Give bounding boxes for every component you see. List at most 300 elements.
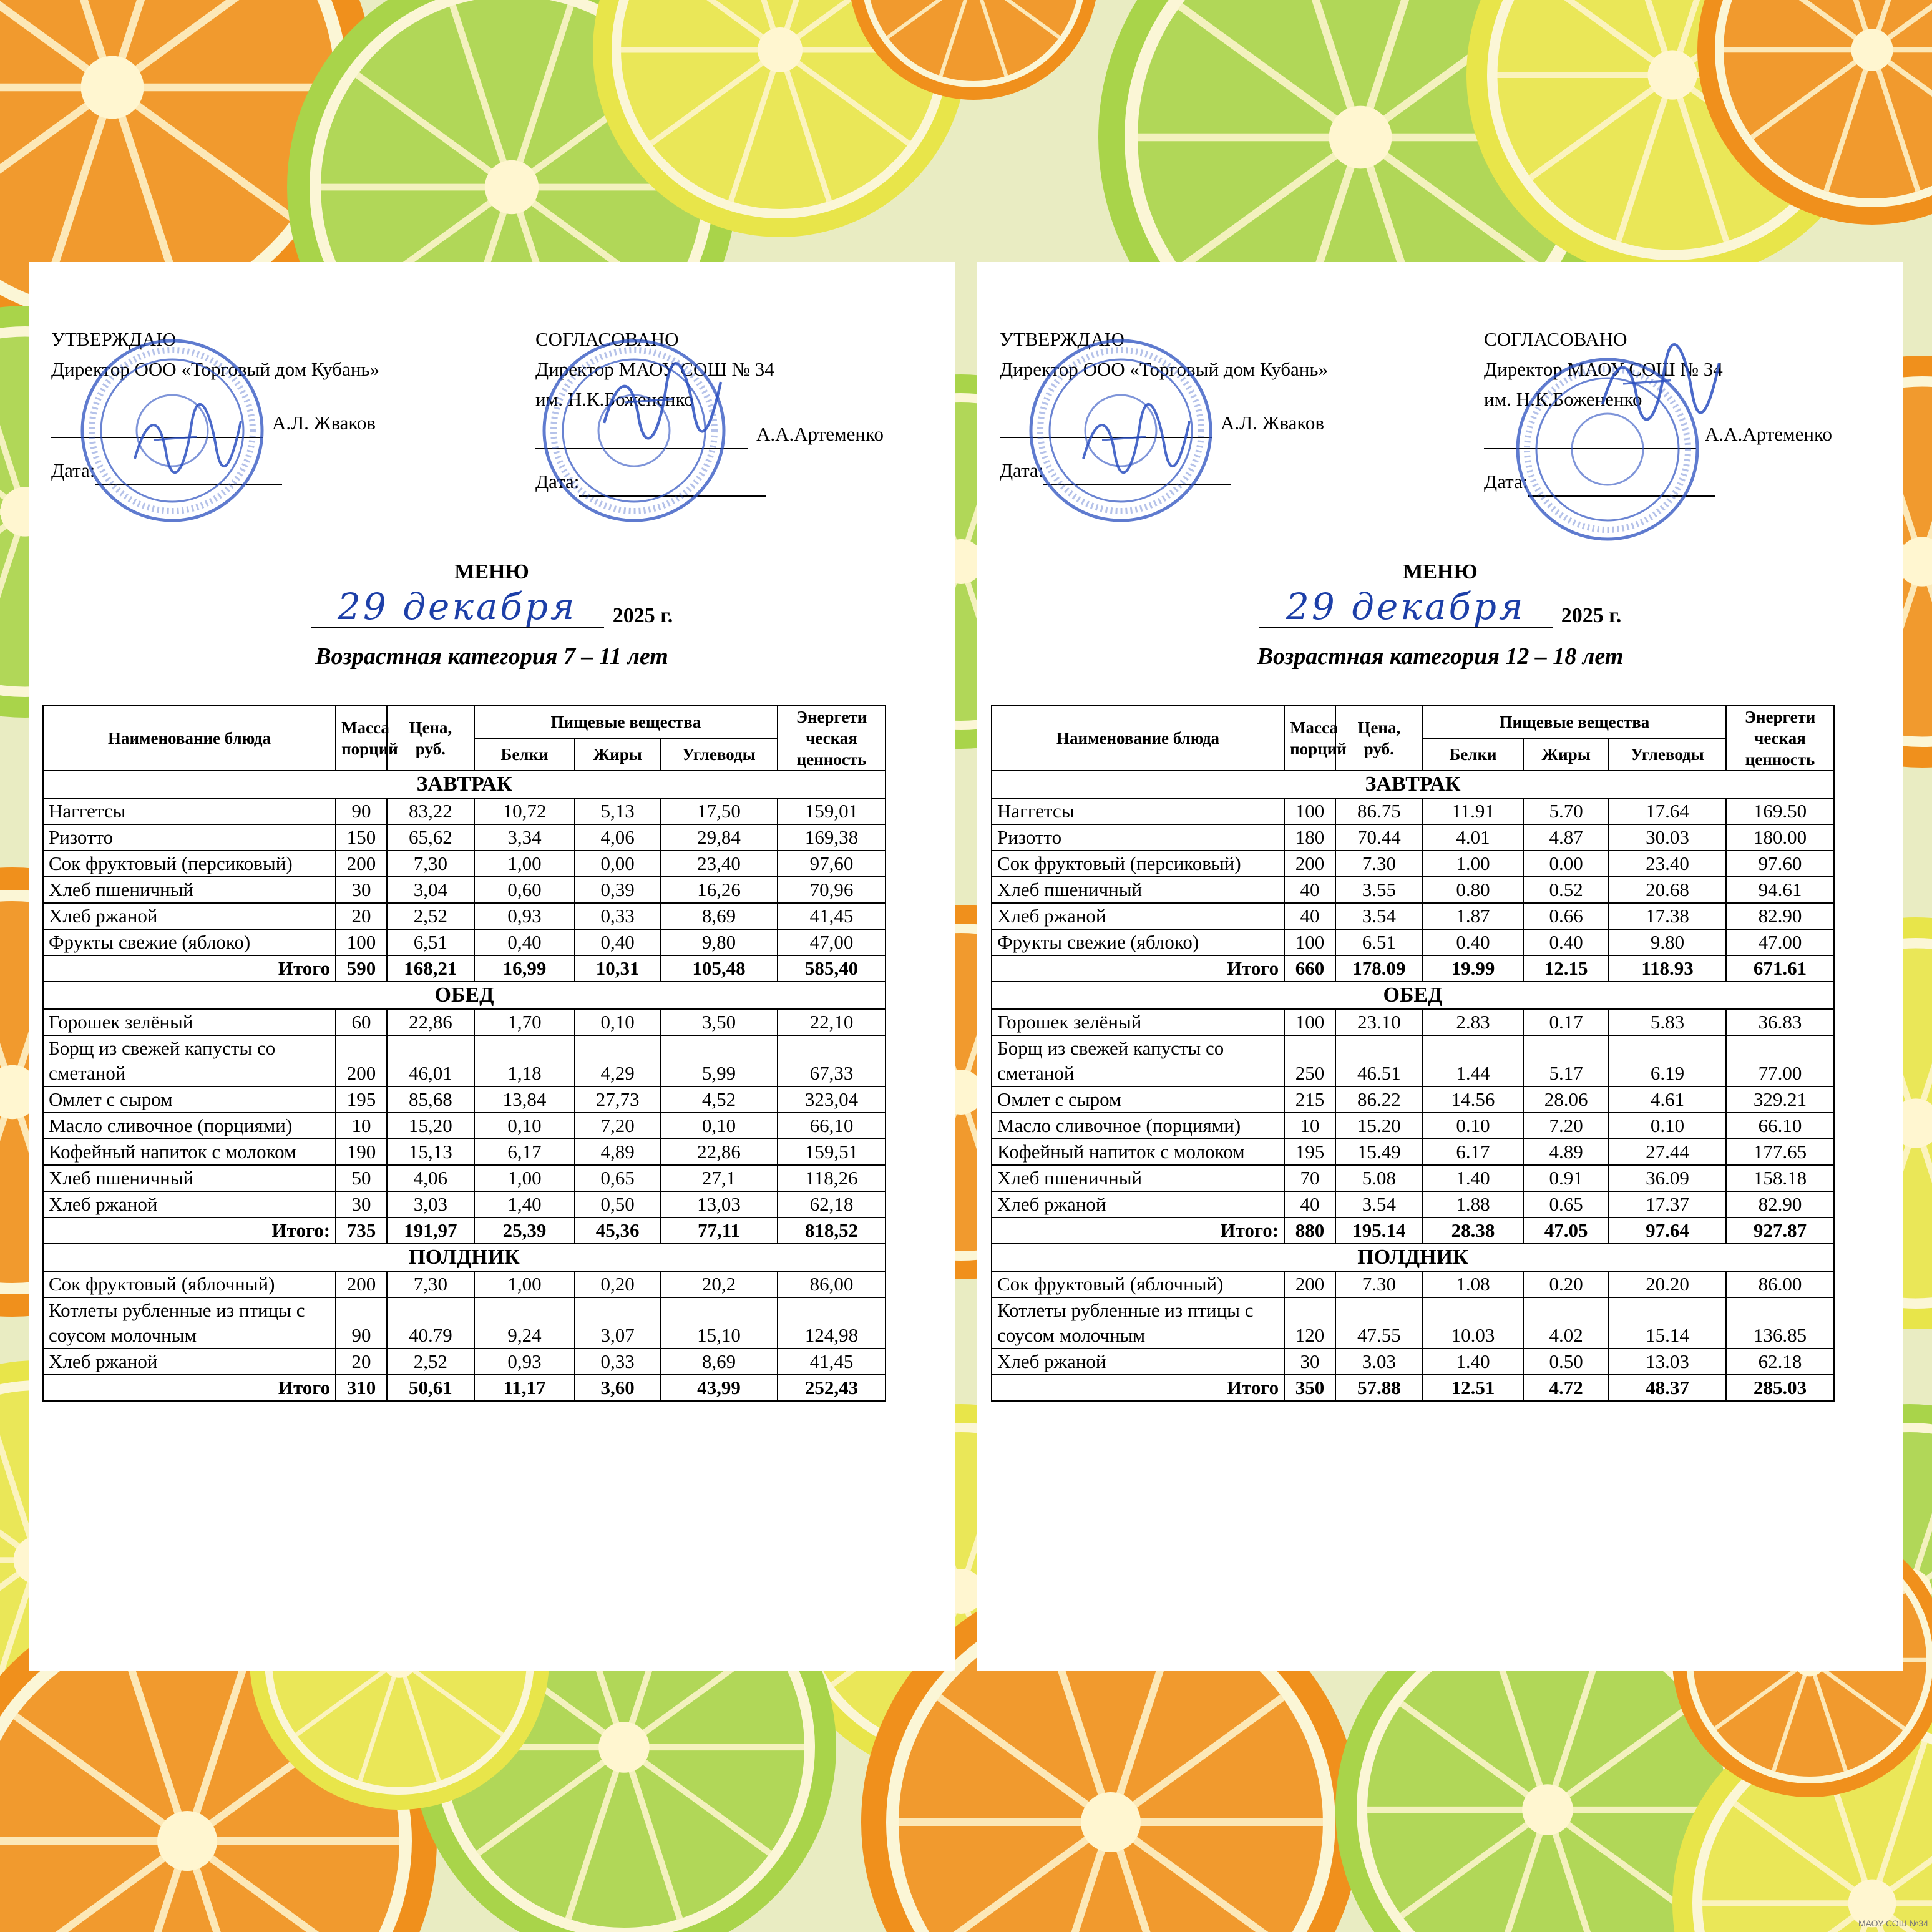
header-carbs: Углеводы [1609, 738, 1726, 771]
watermark: МАОУ СОШ №34 [1858, 1918, 1928, 1928]
energy-cell: 66,10 [778, 1113, 886, 1139]
date-label: Дата: [51, 459, 95, 481]
protein-cell: 1,70 [474, 1009, 575, 1035]
fat-cell: 0.20 [1523, 1271, 1609, 1297]
total-value: 50,61 [387, 1375, 474, 1401]
carb-cell: 5,99 [660, 1035, 778, 1086]
total-value: 10,31 [575, 955, 660, 982]
section-title: ПОЛДНИК [992, 1244, 1834, 1271]
table-row [43, 824, 886, 851]
energy-cell: 136.85 [1726, 1297, 1834, 1349]
dish-name: Котлеты рубленные из птицы с соусом молочным [43, 1297, 336, 1349]
approver-name: А.Л. Жваков [272, 412, 376, 434]
fat-cell: 0,20 [575, 1271, 660, 1297]
energy-cell: 22,10 [778, 1009, 886, 1035]
mass-cell: 200 [336, 1271, 387, 1297]
mass-cell: 190 [336, 1139, 387, 1165]
protein-cell: 1,18 [474, 1035, 575, 1086]
total-row [992, 955, 1834, 982]
dish-name: Омлет с сыром [992, 1086, 1284, 1113]
total-value: 25,39 [474, 1217, 575, 1244]
header-name: Наименование блюда [43, 706, 336, 771]
fat-cell: 27,73 [575, 1086, 660, 1113]
fat-cell: 4,89 [575, 1139, 660, 1165]
mass-cell: 30 [336, 877, 387, 903]
total-label: Итого [992, 1375, 1284, 1401]
total-value: 77,11 [660, 1217, 778, 1244]
total-value: 178.09 [1335, 955, 1423, 982]
mass-cell: 40 [1284, 1191, 1335, 1217]
carb-cell: 0,10 [660, 1113, 778, 1139]
dish-name: Хлеб ржаной [43, 1349, 336, 1375]
energy-cell: 159,01 [778, 798, 886, 824]
carb-cell: 9.80 [1609, 929, 1726, 955]
carb-cell: 5.83 [1609, 1009, 1726, 1035]
energy-cell: 169,38 [778, 824, 886, 851]
protein-cell: 13,84 [474, 1086, 575, 1113]
table-row [43, 903, 886, 929]
energy-cell: 124,98 [778, 1297, 886, 1349]
handwritten-date: 29 декабря [311, 587, 604, 628]
price-cell: 6,51 [387, 929, 474, 955]
energy-cell: 41,45 [778, 903, 886, 929]
header-fats: Жиры [1523, 738, 1609, 771]
fat-cell: 4.87 [1523, 824, 1609, 851]
header-energy: Энергети ческая ценность [1726, 706, 1834, 771]
mass-cell: 10 [1284, 1113, 1335, 1139]
carb-cell: 8,69 [660, 903, 778, 929]
menu-date [29, 587, 955, 628]
table-row [992, 1165, 1834, 1191]
energy-cell: 62,18 [778, 1191, 886, 1217]
mass-cell: 90 [336, 1297, 387, 1349]
header-name: Наименование блюда [992, 706, 1284, 771]
table-row [992, 929, 1834, 955]
energy-cell: 159,51 [778, 1139, 886, 1165]
carb-cell: 17.64 [1609, 798, 1726, 824]
protein-cell: 11.91 [1423, 798, 1523, 824]
protein-cell: 1.88 [1423, 1191, 1523, 1217]
table-row [43, 929, 886, 955]
energy-cell: 158.18 [1726, 1165, 1834, 1191]
price-cell: 4,06 [387, 1165, 474, 1191]
price-cell: 5.08 [1335, 1165, 1423, 1191]
dish-name: Котлеты рубленные из птицы с соусом молочным [992, 1297, 1284, 1349]
dish-name: Наггетсы [992, 798, 1284, 824]
carb-cell: 17.38 [1609, 903, 1726, 929]
total-value: 285.03 [1726, 1375, 1834, 1401]
protein-cell: 0,93 [474, 1349, 575, 1375]
dish-name: Кофейный напиток с молоком [992, 1139, 1284, 1165]
menu-table [42, 705, 886, 1402]
signature-icon [590, 356, 728, 449]
protein-cell: 2.83 [1423, 1009, 1523, 1035]
section-header-row [43, 1244, 886, 1271]
energy-cell: 97,60 [778, 851, 886, 877]
table-row [43, 798, 886, 824]
energy-cell: 177.65 [1726, 1139, 1834, 1165]
header-nutrients: Пищевые вещества [474, 706, 778, 738]
header-energy: Энергети ческая ценность [778, 706, 886, 771]
mass-cell: 30 [336, 1191, 387, 1217]
total-value: 57.88 [1335, 1375, 1423, 1401]
total-value: 927.87 [1726, 1217, 1834, 1244]
mass-cell: 200 [1284, 1271, 1335, 1297]
handwritten-date: 29 декабря [1259, 587, 1553, 628]
price-cell: 86.75 [1335, 798, 1423, 824]
fat-cell: 5.17 [1523, 1035, 1609, 1086]
protein-cell: 0,40 [474, 929, 575, 955]
date-label: Дата: [1000, 459, 1044, 481]
mass-cell: 100 [1284, 798, 1335, 824]
table-row [992, 1139, 1834, 1165]
total-value: 671.61 [1726, 955, 1834, 982]
section-header-row [992, 771, 1834, 798]
dish-name: Масло сливочное (порциями) [43, 1113, 336, 1139]
price-cell: 2,52 [387, 1349, 474, 1375]
fat-cell: 0.00 [1523, 851, 1609, 877]
carb-cell: 4.61 [1609, 1086, 1726, 1113]
carb-cell: 16,26 [660, 877, 778, 903]
mass-cell: 100 [336, 929, 387, 955]
energy-cell: 41,45 [778, 1349, 886, 1375]
signature-icon [122, 393, 247, 487]
total-value: 48.37 [1609, 1375, 1726, 1401]
menu-title: МЕНЮ [454, 560, 529, 583]
dish-name: Хлеб ржаной [992, 903, 1284, 929]
fat-cell: 28.06 [1523, 1086, 1609, 1113]
fat-cell: 5.70 [1523, 798, 1609, 824]
mass-cell: 60 [336, 1009, 387, 1035]
menu-year: 2025 г. [612, 604, 673, 627]
price-cell: 23.10 [1335, 1009, 1423, 1035]
table-row [43, 1035, 886, 1086]
protein-cell: 10.03 [1423, 1297, 1523, 1349]
signature-icon [1589, 337, 1726, 431]
mass-cell: 100 [1284, 1009, 1335, 1035]
approve-position: Директор ООО «Торговый дом Кубань» [1000, 358, 1329, 380]
menu-date [977, 587, 1903, 628]
total-value: 3,60 [575, 1375, 660, 1401]
protein-cell: 1.40 [1423, 1165, 1523, 1191]
dish-name: Хлеб ржаной [43, 1191, 336, 1217]
section-title: ЗАВТРАК [992, 771, 1834, 798]
price-cell: 86.22 [1335, 1086, 1423, 1113]
protein-cell: 3,34 [474, 824, 575, 851]
header-mass: Масса порций [1284, 706, 1335, 771]
protein-cell: 1.44 [1423, 1035, 1523, 1086]
total-value: 590 [336, 955, 387, 982]
dish-name: Хлеб пшеничный [43, 1165, 336, 1191]
total-value: 191,97 [387, 1217, 474, 1244]
section-title: ПОЛДНИК [43, 1244, 886, 1271]
total-value: 310 [336, 1375, 387, 1401]
table-row [43, 1349, 886, 1375]
fat-cell: 0,65 [575, 1165, 660, 1191]
table-row [992, 1349, 1834, 1375]
price-cell: 22,86 [387, 1009, 474, 1035]
menu-sheet-junior [29, 262, 955, 1671]
energy-cell: 70,96 [778, 877, 886, 903]
mass-cell: 100 [1284, 929, 1335, 955]
carb-cell: 0.10 [1609, 1113, 1726, 1139]
carb-cell: 9,80 [660, 929, 778, 955]
fat-cell: 0.17 [1523, 1009, 1609, 1035]
header-fats: Жиры [575, 738, 660, 771]
price-cell: 3.03 [1335, 1349, 1423, 1375]
mass-cell: 180 [1284, 824, 1335, 851]
mass-cell: 195 [1284, 1139, 1335, 1165]
mass-cell: 30 [1284, 1349, 1335, 1375]
price-cell: 3.54 [1335, 1191, 1423, 1217]
price-cell: 3,03 [387, 1191, 474, 1217]
mass-cell: 40 [1284, 877, 1335, 903]
dish-name: Горошек зелёный [992, 1009, 1284, 1035]
section-header-row [43, 982, 886, 1009]
total-value: 118.93 [1609, 955, 1726, 982]
dish-name: Наггетсы [43, 798, 336, 824]
mass-cell: 10 [336, 1113, 387, 1139]
director-signature [122, 393, 247, 490]
price-cell: 47.55 [1335, 1297, 1423, 1349]
total-value: 19.99 [1423, 955, 1523, 982]
dish-name: Фрукты свежие (яблоко) [992, 929, 1284, 955]
carb-cell: 13,03 [660, 1191, 778, 1217]
carb-cell: 23.40 [1609, 851, 1726, 877]
table-row [43, 1165, 886, 1191]
table-row [992, 824, 1834, 851]
fat-cell: 0,39 [575, 877, 660, 903]
mass-cell: 250 [1284, 1035, 1335, 1086]
carb-cell: 27,1 [660, 1165, 778, 1191]
table-row [43, 1271, 886, 1297]
table-row [992, 798, 1834, 824]
total-value: 660 [1284, 955, 1335, 982]
price-cell: 65,62 [387, 824, 474, 851]
energy-cell: 97.60 [1726, 851, 1834, 877]
dish-name: Хлеб ржаной [43, 903, 336, 929]
age-category: Возрастная категория 12 – 18 лет [1257, 643, 1624, 670]
protein-cell: 4.01 [1423, 824, 1523, 851]
price-cell: 6.51 [1335, 929, 1423, 955]
price-cell: 15.49 [1335, 1139, 1423, 1165]
price-cell: 15.20 [1335, 1113, 1423, 1139]
carb-cell: 29,84 [660, 824, 778, 851]
total-value: 97.64 [1609, 1217, 1726, 1244]
carb-cell: 17,50 [660, 798, 778, 824]
carb-cell: 8,69 [660, 1349, 778, 1375]
price-cell: 3.55 [1335, 877, 1423, 903]
dish-name: Хлеб ржаной [992, 1349, 1284, 1375]
menu-body [43, 771, 886, 1401]
mass-cell: 90 [336, 798, 387, 824]
total-label: Итого [43, 1375, 336, 1401]
price-cell: 15,13 [387, 1139, 474, 1165]
total-value: 45,36 [575, 1217, 660, 1244]
mass-cell: 20 [336, 903, 387, 929]
carb-cell: 30.03 [1609, 824, 1726, 851]
carb-cell: 6.19 [1609, 1035, 1726, 1086]
fat-cell: 0.91 [1523, 1165, 1609, 1191]
total-value: 47.05 [1523, 1217, 1609, 1244]
table-row [992, 1191, 1834, 1217]
fat-cell: 0,33 [575, 903, 660, 929]
protein-cell: 1,40 [474, 1191, 575, 1217]
total-value: 735 [336, 1217, 387, 1244]
energy-cell: 82.90 [1726, 903, 1834, 929]
mass-cell: 20 [336, 1349, 387, 1375]
price-cell: 46.51 [1335, 1035, 1423, 1086]
energy-cell: 47.00 [1726, 929, 1834, 955]
protein-cell: 9,24 [474, 1297, 575, 1349]
total-value: 252,43 [778, 1375, 886, 1401]
protein-cell: 0,93 [474, 903, 575, 929]
dish-name: Сок фруктовый (яблочный) [43, 1271, 336, 1297]
fat-cell: 3,07 [575, 1297, 660, 1349]
total-row [43, 955, 886, 982]
section-header-row [43, 771, 886, 798]
total-row [992, 1217, 1834, 1244]
energy-cell: 329.21 [1726, 1086, 1834, 1113]
header-price: Цена, руб. [387, 706, 474, 771]
dish-name: Борщ из свежей капусты со сметаной [43, 1035, 336, 1086]
total-value: 195.14 [1335, 1217, 1423, 1244]
carb-cell: 23,40 [660, 851, 778, 877]
table-row [43, 851, 886, 877]
total-label: Итого [43, 955, 336, 982]
fat-cell: 4.89 [1523, 1139, 1609, 1165]
table-row [992, 1086, 1834, 1113]
fat-cell: 0.52 [1523, 877, 1609, 903]
carb-cell: 15.14 [1609, 1297, 1726, 1349]
dish-name: Ризотто [43, 824, 336, 851]
protein-cell: 0,60 [474, 877, 575, 903]
price-cell: 2,52 [387, 903, 474, 929]
dish-name: Сок фруктовый (персиковый) [992, 851, 1284, 877]
section-header-row [992, 1244, 1834, 1271]
dish-name: Горошек зелёный [43, 1009, 336, 1035]
price-cell: 85,68 [387, 1086, 474, 1113]
menu-year: 2025 г. [1561, 604, 1622, 627]
mass-cell: 200 [336, 851, 387, 877]
menu-sheet-senior [977, 262, 1903, 1671]
header-mass: Масса порций [336, 706, 387, 771]
section-title: ОБЕД [992, 982, 1834, 1009]
price-cell: 7,30 [387, 1271, 474, 1297]
protein-cell: 1,00 [474, 851, 575, 877]
total-value: 12.51 [1423, 1375, 1523, 1401]
dish-name: Омлет с сыром [43, 1086, 336, 1113]
dish-name: Ризотто [992, 824, 1284, 851]
protein-cell: 1.08 [1423, 1271, 1523, 1297]
approve-title: УТВЕРЖДАЮ [51, 328, 176, 350]
table-row [43, 877, 886, 903]
fat-cell: 4,06 [575, 824, 660, 851]
total-label: Итого [992, 955, 1284, 982]
total-label: Итого: [992, 1217, 1284, 1244]
fat-cell: 0,00 [575, 851, 660, 877]
total-label: Итого: [43, 1217, 336, 1244]
carb-cell: 27.44 [1609, 1139, 1726, 1165]
menu-table [991, 705, 1835, 1402]
carb-cell: 22,86 [660, 1139, 778, 1165]
total-value: 350 [1284, 1375, 1335, 1401]
carb-cell: 15,10 [660, 1297, 778, 1349]
price-cell: 3.54 [1335, 903, 1423, 929]
protein-cell: 1,00 [474, 1165, 575, 1191]
price-cell: 83,22 [387, 798, 474, 824]
total-row [992, 1375, 1834, 1401]
mass-cell: 40 [1284, 903, 1335, 929]
total-value: 880 [1284, 1217, 1335, 1244]
energy-cell: 82.90 [1726, 1191, 1834, 1217]
price-cell: 7,30 [387, 851, 474, 877]
protein-cell: 0.80 [1423, 877, 1523, 903]
total-value: 168,21 [387, 955, 474, 982]
energy-cell: 67,33 [778, 1035, 886, 1086]
dish-name: Хлеб ржаной [992, 1191, 1284, 1217]
price-cell: 40.79 [387, 1297, 474, 1349]
price-cell: 46,01 [387, 1035, 474, 1086]
table-row [992, 903, 1834, 929]
mass-cell: 120 [1284, 1297, 1335, 1349]
total-value: 105,48 [660, 955, 778, 982]
dish-name: Масло сливочное (порциями) [992, 1113, 1284, 1139]
fat-cell: 0,33 [575, 1349, 660, 1375]
protein-cell: 10,72 [474, 798, 575, 824]
school-director-signature [590, 356, 728, 452]
approve-title: УТВЕРЖДАЮ [1000, 328, 1125, 350]
energy-cell: 77.00 [1726, 1035, 1834, 1086]
agree-title: СОГЛАСОВАНО [1484, 328, 1627, 350]
protein-cell: 0,10 [474, 1113, 575, 1139]
energy-cell: 180.00 [1726, 824, 1834, 851]
fat-cell: 0,10 [575, 1009, 660, 1035]
menu-body [992, 771, 1834, 1401]
fat-cell: 0.40 [1523, 929, 1609, 955]
fat-cell: 7.20 [1523, 1113, 1609, 1139]
dish-name: Хлеб пшеничный [43, 877, 336, 903]
date-label: Дата: [1484, 471, 1528, 492]
table-row [43, 1297, 886, 1349]
signature-icon [1071, 393, 1196, 487]
total-value: 4.72 [1523, 1375, 1609, 1401]
agree-title: СОГЛАСОВАНО [535, 328, 679, 350]
mass-cell: 195 [336, 1086, 387, 1113]
school-director-signature [1589, 337, 1726, 434]
carb-cell: 20.68 [1609, 877, 1726, 903]
protein-cell: 0.40 [1423, 929, 1523, 955]
section-header-row [992, 982, 1834, 1009]
mass-cell: 200 [336, 1035, 387, 1086]
total-row [43, 1217, 886, 1244]
agree-subtitle: им. Н.К.Божененко [1484, 388, 1642, 410]
table-row [992, 851, 1834, 877]
price-cell: 15,20 [387, 1113, 474, 1139]
protein-cell: 14.56 [1423, 1086, 1523, 1113]
approver-name: А.Л. Жваков [1221, 412, 1325, 434]
header-carbs: Углеводы [660, 738, 778, 771]
price-cell: 7.30 [1335, 851, 1423, 877]
energy-cell: 86.00 [1726, 1271, 1834, 1297]
dish-name: Борщ из свежей капусты со сметаной [992, 1035, 1284, 1086]
mass-cell: 50 [336, 1165, 387, 1191]
energy-cell: 47,00 [778, 929, 886, 955]
header-price: Цена, руб. [1335, 706, 1423, 771]
protein-cell: 6.17 [1423, 1139, 1523, 1165]
energy-cell: 118,26 [778, 1165, 886, 1191]
fat-cell: 0.65 [1523, 1191, 1609, 1217]
